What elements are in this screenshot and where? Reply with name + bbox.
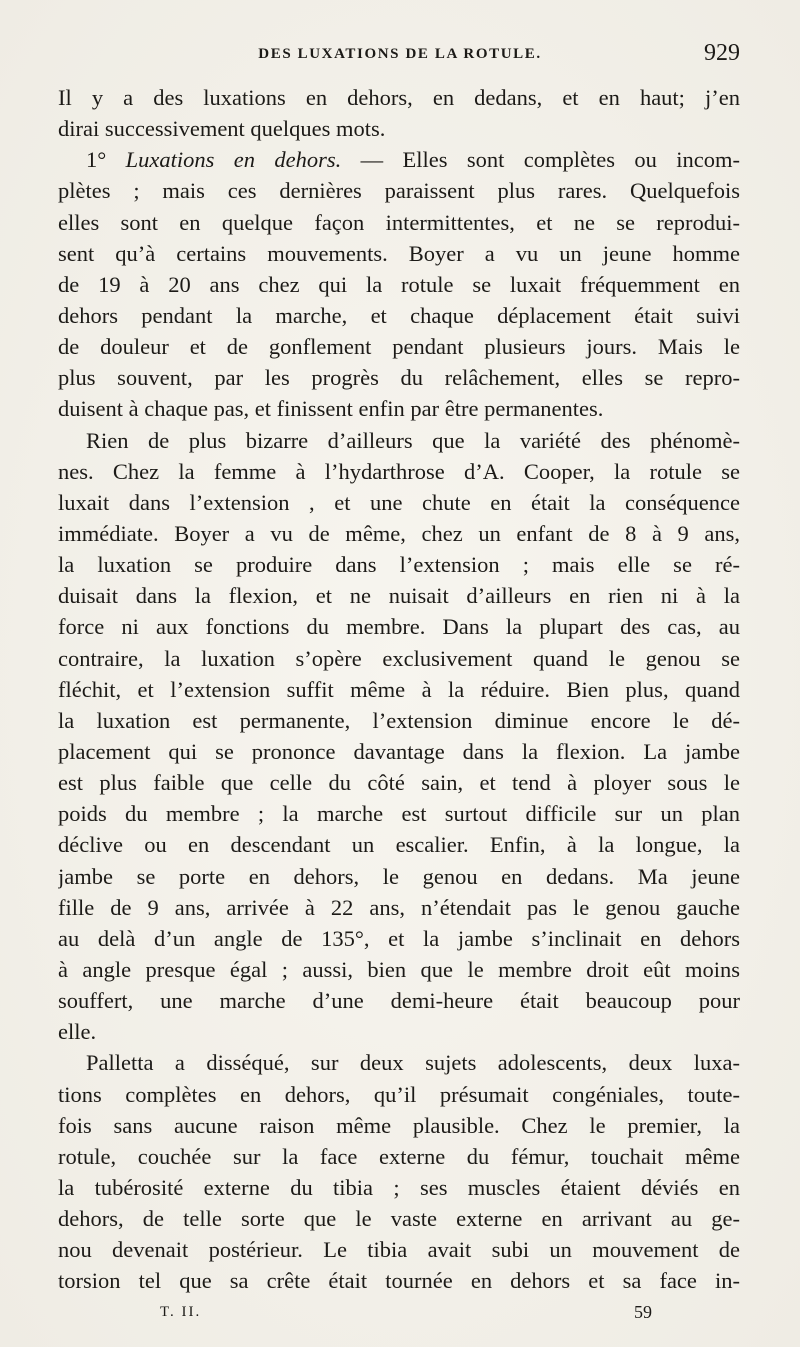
text-line	[58, 1016, 740, 1047]
line-text: plètes ; mais ces dernières paraissent plus rares. Quelquefois	[58, 178, 740, 204]
line-text: de douleur et de gonflement pendant plusieurs jours. Mais le	[58, 334, 740, 360]
text-line	[58, 892, 740, 923]
line-text: jambe se porte en dehors, le genou en dedans. Ma jeune	[58, 863, 740, 889]
text-line	[58, 580, 740, 611]
line-text: elles sont en quelque façon intermittentes, et ne se reprodui-	[58, 209, 740, 235]
line-text: torsion tel que sa crête était tournée en dehors et sa face in-	[58, 1268, 740, 1294]
text-line	[58, 861, 740, 892]
line-text: fléchit, et l’extension suffit même à la réduire. Bien plus, quand	[58, 676, 740, 702]
line-text: elle.	[58, 1019, 97, 1045]
line-text: immédiate. Boyer a vu de même, chez un enfant de 8 à 9 ans,	[58, 520, 740, 546]
text-line	[58, 1110, 740, 1141]
text-line	[58, 674, 740, 705]
line-text: sent qu’à certains mouvements. Boyer a vu un jeune homme	[58, 240, 740, 266]
line-text: duisait dans la flexion, et ne nuisait d’ailleurs en rien ni à la	[58, 583, 740, 609]
text-line	[58, 611, 740, 642]
text-line	[58, 300, 740, 331]
body-text	[58, 82, 740, 1296]
text-line	[58, 1141, 740, 1172]
line-text: déclive ou en descendant un escalier. Enfin, à la longue, la	[58, 832, 740, 858]
text-line	[58, 829, 740, 860]
line-text: nes. Chez la femme à l’hydarthrose d’A. Cooper, la rotule se	[58, 458, 740, 484]
text-line	[58, 954, 740, 985]
text-line	[58, 1079, 740, 1110]
line-text: au delà d’un angle de 135°, et la jambe s’inclinait en dehors	[58, 925, 740, 951]
text-line	[58, 331, 740, 362]
text-line	[58, 425, 740, 456]
text-line	[58, 362, 740, 393]
text-line	[58, 736, 740, 767]
text-line	[58, 1234, 740, 1265]
line-text: — Elles sont complètes ou incom-	[341, 147, 740, 173]
line-text: duisent à chaque pas, et finissent enfin par être permanentes.	[58, 396, 604, 422]
line-text: nou devenait postérieur. Le tibia avait subi un mouvement de	[58, 1237, 740, 1263]
text-line	[58, 798, 740, 829]
text-line	[58, 1172, 740, 1203]
text-line	[58, 549, 740, 580]
text-line	[58, 1047, 740, 1078]
line-text: la tubérosité externe du tibia ; ses muscles étaient déviés en	[58, 1174, 740, 1200]
text-line	[58, 487, 740, 518]
text-line	[58, 393, 740, 424]
text-line	[58, 144, 740, 175]
text-line	[58, 456, 740, 487]
line-text: poids du membre ; la marche est surtout difficile sur un plan	[58, 801, 740, 827]
text-line	[58, 985, 740, 1016]
line-text: rotule, couchée sur la face externe du fémur, touchait même	[58, 1143, 740, 1169]
line-text: à angle presque égal ; aussi, bien que le membre droit eût moins	[58, 956, 740, 982]
line-text: est plus faible que celle du côté sain, et tend à ployer sous le	[58, 770, 740, 796]
line-text: la luxation se produire dans l’extension ; mais elle se ré-	[58, 552, 740, 578]
text-line	[58, 207, 740, 238]
line-text: Rien de plus bizarre d’ailleurs que la variété des phénomè-	[86, 427, 740, 453]
line-text: la luxation est permanente, l’extension diminue encore le dé-	[58, 707, 740, 733]
folio-number: 59	[634, 1302, 652, 1322]
text-line	[58, 1203, 740, 1234]
line-text: contraire, la luxation s’opère exclusivement quand le genou se	[58, 645, 740, 671]
line-text: fille de 9 ans, arrivée à 22 ans, n’étendait pas le genou gauche	[58, 894, 740, 920]
line-text: force ni aux fonctions du membre. Dans la plupart des cas, au	[58, 614, 740, 640]
text-line	[58, 923, 740, 954]
line-text: dehors, de telle sorte que le vaste externe en arrivant au ge-	[58, 1206, 740, 1232]
text-line	[58, 113, 740, 144]
line-text: dirai successivement quelques mots.	[58, 116, 386, 142]
section-number: 1°	[86, 147, 126, 173]
text-line	[58, 269, 740, 300]
line-text: Palletta a disséqué, sur deux sujets adolescents, deux luxa-	[86, 1050, 740, 1076]
text-line	[58, 238, 740, 269]
running-head	[60, 40, 740, 74]
text-line	[58, 1265, 740, 1296]
page-footer	[60, 1302, 740, 1332]
line-text: Il y a des luxations en dehors, en dedans, et en haut; j’en	[58, 85, 740, 110]
page-number: 929	[704, 40, 740, 66]
line-text: de 19 à 20 ans chez qui la rotule se luxait fréquemment en	[58, 271, 740, 297]
line-text: dehors pendant la marche, et chaque déplacement était suivi	[58, 302, 740, 328]
text-line	[58, 82, 740, 113]
text-line	[58, 767, 740, 798]
line-text: souffert, une marche d’une demi-heure était beaucoup pour	[58, 988, 740, 1014]
section-heading: Luxations en dehors.	[125, 147, 342, 173]
running-title: DES LUXATIONS DE LA ROTULE.	[258, 46, 542, 62]
signature-mark: T. II.	[160, 1304, 202, 1320]
line-text: luxait dans l’extension , et une chute en était la conséquence	[58, 489, 740, 515]
line-text: placement qui se prononce davantage dans la flexion. La jambe	[58, 738, 740, 764]
line-text: tions complètes en dehors, qu’il présumait congéniales, toute-	[58, 1081, 740, 1107]
text-line	[58, 518, 740, 549]
text-line	[58, 705, 740, 736]
text-line	[58, 643, 740, 674]
line-text: fois sans aucune raison même plausible. Chez le premier, la	[58, 1112, 740, 1138]
text-line	[58, 175, 740, 206]
line-text: plus souvent, par les progrès du relâchement, elles se repro-	[58, 365, 740, 391]
